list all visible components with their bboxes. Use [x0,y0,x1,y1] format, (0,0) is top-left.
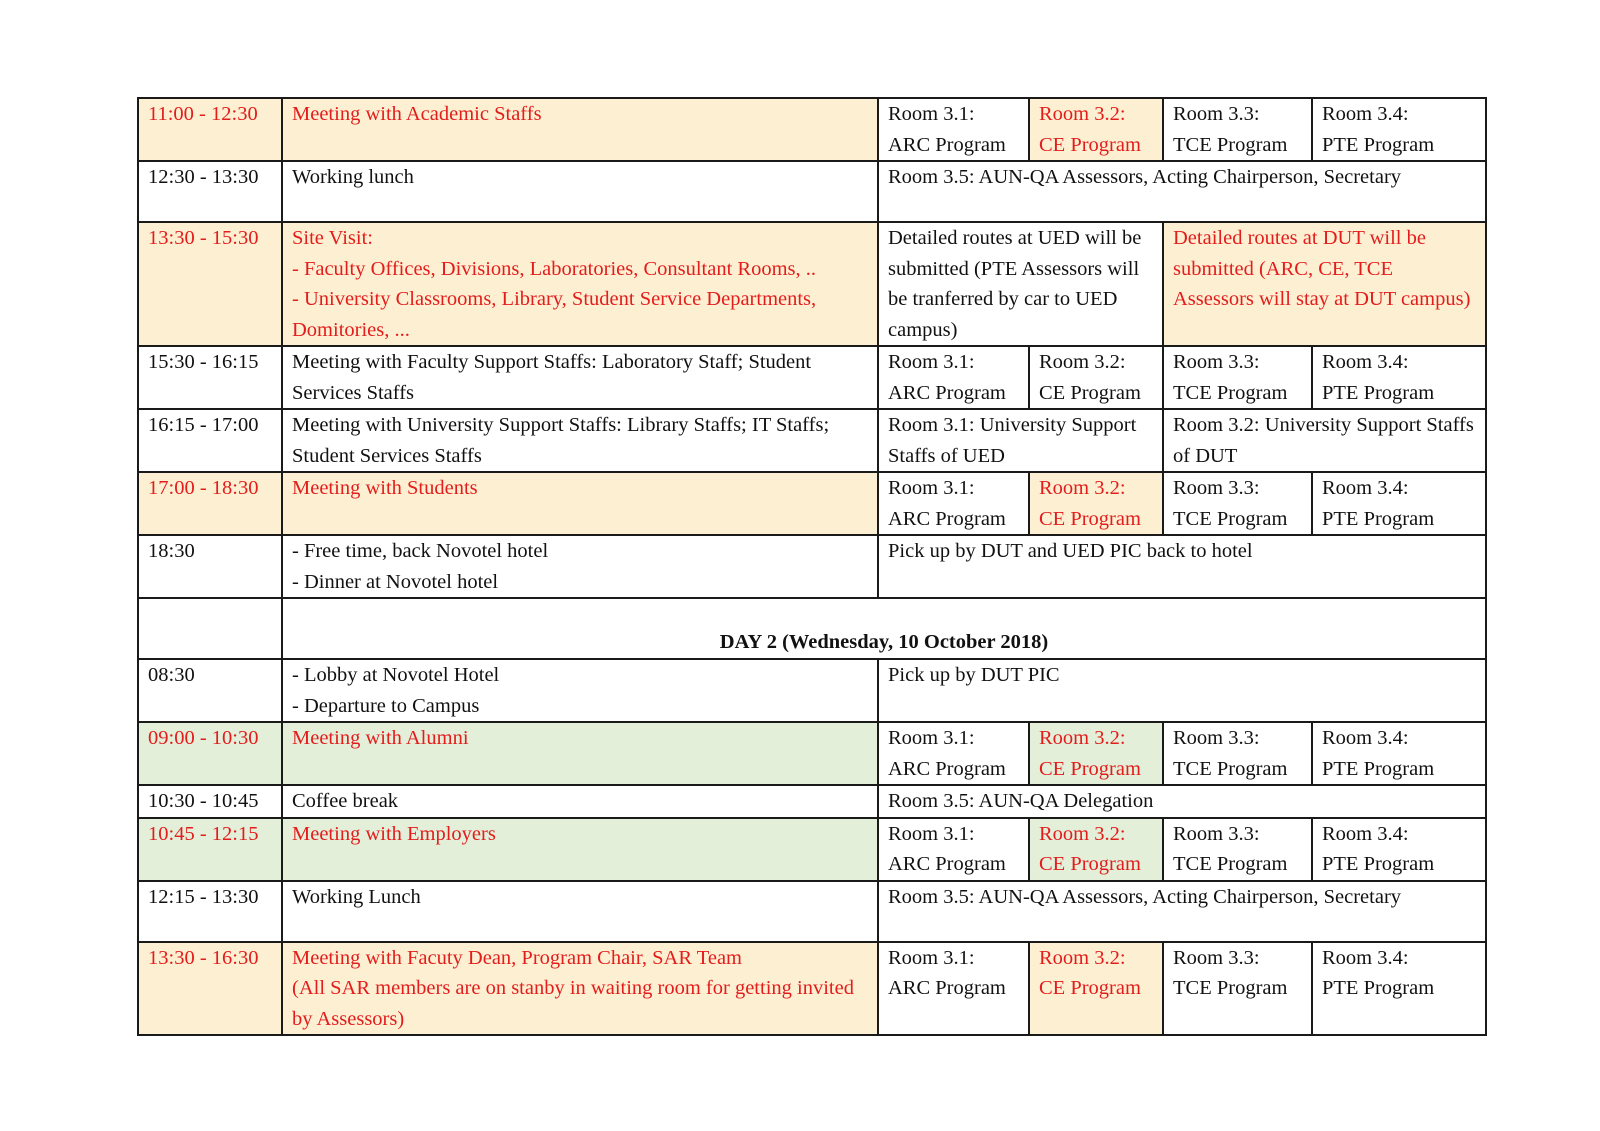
program-label: PTE Program [1322,977,1435,999]
schedule-row [138,881,1486,942]
schedule-row [138,535,1486,598]
room-label: Room 3.1: [888,822,975,845]
room-cell [1029,98,1163,161]
schedule-row [138,659,1486,722]
room-label: Room 3.1: [888,103,975,125]
program-label: PTE Program [1322,133,1435,156]
program-label: ARC Program [888,133,1006,156]
room-label: Room 3.4: [1322,822,1409,845]
activity-line: Meeting with Employers [292,822,496,845]
program-label: ARC Program [888,757,1006,780]
schedule-row [138,785,1486,818]
program-label: TCE Program [1173,507,1288,530]
program-label: ARC Program [888,381,1006,404]
program-label: PTE Program [1322,757,1435,780]
activity-cell [282,722,878,785]
room-cell [878,346,1029,409]
routes-cell: Detailed routes at DUT will be submitted (ARC, CE, TCE Assessors will stay at DUT campus) [1163,222,1486,346]
room-label: Room 3.3: [1173,477,1260,499]
schedule-row [138,409,1486,472]
room-cell [1163,722,1312,785]
room-label: Room 3.2: [1039,946,1126,969]
time-cell: 11:00 - 12:30 [138,98,282,161]
activity-line: (All SAR members are on stanby in waiting room for getting invited by Assessors) [292,977,854,1030]
room-cell [1312,818,1486,881]
room-cell [878,818,1029,881]
room-cell [1312,472,1486,535]
room-label: Room 3.4: [1322,477,1409,499]
program-label: TCE Program [1173,133,1288,156]
activity-line: Working Lunch [292,885,421,908]
routes-cell: Detailed routes at UED will be submitted (PTE Assessors will be tranferred by car to UED campus) [878,222,1163,346]
room-label: Room 3.1: [888,351,975,373]
activity-cell [282,472,878,535]
room-label: Room 3.3: [1173,822,1260,845]
room-cell [1029,818,1163,881]
program-label: ARC Program [888,977,1006,999]
schedule-row [138,472,1486,535]
time-cell: 16:15 - 17:00 [138,409,282,472]
schedule-row [138,346,1486,409]
room-cell [1312,722,1486,785]
room-label: Room 3.4: [1322,727,1409,749]
activity-cell [282,535,878,598]
time-cell: 10:30 - 10:45 [138,785,282,818]
room-cell [878,942,1029,1036]
program-label: TCE Program [1173,853,1288,875]
program-label: PTE Program [1322,381,1435,404]
program-label: CE Program [1039,757,1141,780]
activity-line: Coffee break [292,790,399,812]
room-cell [1163,472,1312,535]
activity-cell [282,818,878,881]
activity-cell [282,942,878,1036]
room-wide-cell: Pick up by DUT and UED PIC back to hotel [878,535,1486,598]
time-cell: 10:45 - 12:15 [138,818,282,881]
program-label: TCE Program [1173,381,1288,404]
room-cell [1312,942,1486,1036]
room-wide-cell: Room 3.5: AUN-QA Assessors, Acting Chairperson, Secretary [878,161,1486,222]
room-cell [1163,346,1312,409]
time-cell: 18:30 [138,535,282,598]
day-header-row [138,598,1486,659]
room-label: Room 3.2: [1039,727,1126,749]
program-label: CE Program [1039,977,1141,999]
room-label: Room 3.3: [1173,351,1260,373]
activity-line: Meeting with Alumni [292,727,469,749]
program-label: CE Program [1039,853,1141,875]
activity-cell [282,222,878,346]
room-label: Room 3.2: [1039,822,1126,845]
room-label: Room 3.3: [1173,946,1260,969]
room-label: Room 3.4: [1322,946,1409,969]
room-label: Room 3.3: [1173,103,1260,125]
program-label: TCE Program [1173,977,1288,999]
activity-line: Meeting with Faculty Support Staffs: Laboratory Staff; Student Services Staffs [292,351,812,404]
activity-line: Meeting with Facuty Dean, Program Chair, SAR Team [292,946,742,969]
room-cell [1029,942,1163,1036]
schedule-row [138,942,1486,1036]
schedule-row [138,222,1486,346]
room-cell [878,472,1029,535]
activity-line: - University Classrooms, Library, Student Service Departments, Domitories, ... [292,288,817,341]
room-group-cell: Room 3.2: University Support Staffs of DUT [1163,409,1486,472]
activity-cell [282,346,878,409]
room-label: Room 3.1: [888,477,975,499]
room-cell [1312,346,1486,409]
room-group-cell: Room 3.1: University Support Staffs of UED [878,409,1163,472]
schedule-row [138,722,1486,785]
room-cell [878,98,1029,161]
room-cell [1163,942,1312,1036]
activity-cell [282,161,878,222]
activity-line: - Departure to Campus [292,694,480,717]
program-label: CE Program [1039,507,1141,530]
schedule-table [137,97,1487,1036]
program-label: ARC Program [888,507,1006,530]
time-cell: 08:30 [138,659,282,722]
room-label: Room 3.4: [1322,351,1409,373]
activity-cell [282,785,878,818]
room-wide-cell: Room 3.5: AUN-QA Assessors, Acting Chairperson, Secretary [878,881,1486,942]
activity-line: - Dinner at Novotel hotel [292,570,499,593]
room-label: Room 3.3: [1173,727,1260,749]
activity-line: Meeting with Students [292,477,478,499]
time-cell: 13:30 - 16:30 [138,942,282,1036]
room-label: Room 3.1: [888,946,975,969]
room-wide-cell: Pick up by DUT PIC [878,659,1486,722]
activity-line: - Faculty Offices, Divisions, Laboratories, Consultant Rooms, .. [292,257,817,280]
room-cell [1029,722,1163,785]
room-cell [1029,346,1163,409]
room-label: Room 3.2: [1039,103,1126,125]
room-label: Room 3.2: [1039,477,1126,499]
activity-line: - Free time, back Novotel hotel [292,540,549,562]
activity-cell [282,409,878,472]
room-label: Room 3.2: [1039,351,1126,373]
room-cell [878,722,1029,785]
time-cell: 13:30 - 15:30 [138,222,282,346]
empty-cell [138,598,282,659]
activity-line: Site Visit: [292,227,373,249]
program-label: TCE Program [1173,757,1288,780]
program-label: CE Program [1039,133,1141,156]
activity-cell [282,659,878,722]
activity-cell [282,881,878,942]
time-cell: 17:00 - 18:30 [138,472,282,535]
room-cell [1163,98,1312,161]
room-wide-cell: Room 3.5: AUN-QA Delegation [878,785,1486,818]
schedule-row [138,818,1486,881]
schedule-row [138,161,1486,222]
time-cell: 09:00 - 10:30 [138,722,282,785]
program-label: PTE Program [1322,507,1435,530]
program-label: ARC Program [888,853,1006,875]
room-cell [1029,472,1163,535]
room-cell [1163,818,1312,881]
program-label: PTE Program [1322,853,1435,875]
activity-line: Meeting with University Support Staffs: Library Staffs; IT Staffs; Student Services Staffs [292,414,830,467]
activity-line: Working lunch [292,166,414,188]
time-cell: 15:30 - 16:15 [138,346,282,409]
activity-cell [282,98,878,161]
room-label: Room 3.4: [1322,103,1409,125]
program-label: CE Program [1039,381,1141,404]
schedule-row [138,98,1486,161]
activity-line: - Lobby at Novotel Hotel [292,664,500,686]
activity-line: Meeting with Academic Staffs [292,103,542,125]
room-cell [1312,98,1486,161]
room-label: Room 3.1: [888,727,975,749]
time-cell: 12:15 - 13:30 [138,881,282,942]
time-cell: 12:30 - 13:30 [138,161,282,222]
day-title: DAY 2 (Wednesday, 10 October 2018) [282,598,1486,659]
